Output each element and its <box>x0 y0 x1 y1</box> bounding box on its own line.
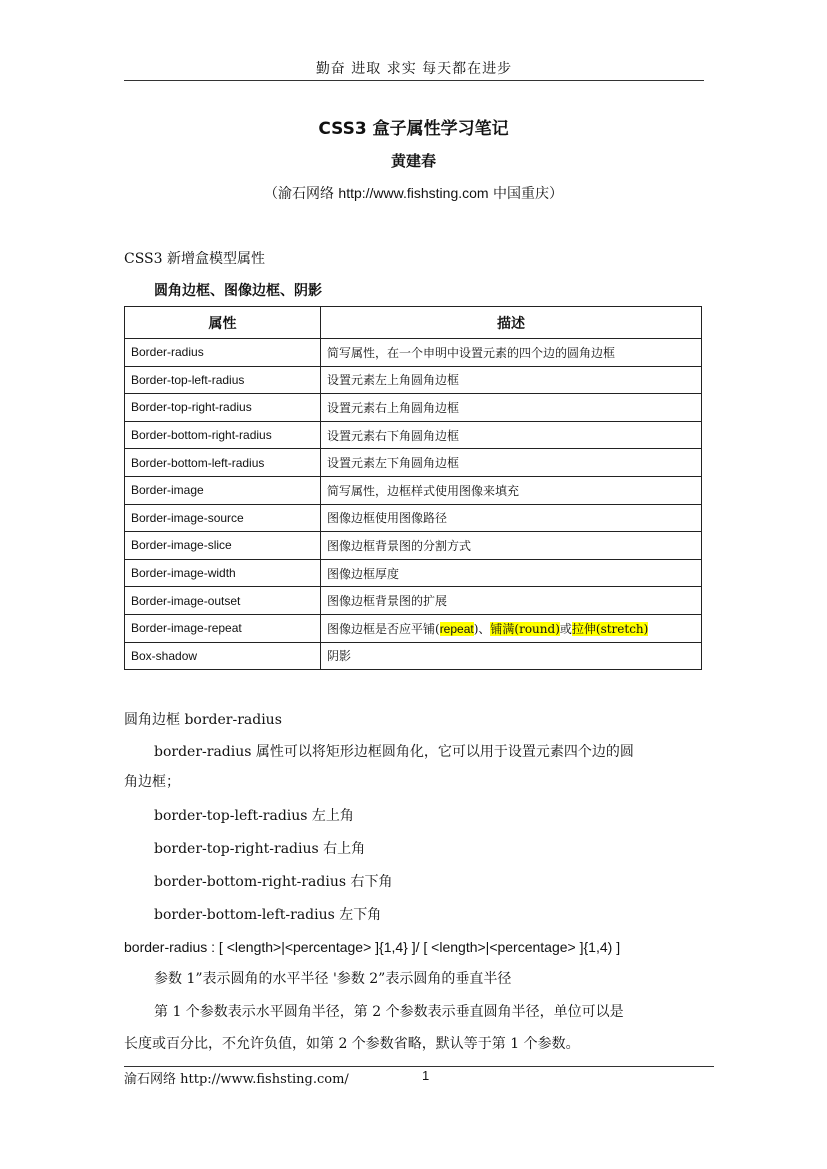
page-header-motto: 勤奋 进取 求实 每天都在进步 <box>315 61 513 77</box>
cell-property: Border-image-width <box>125 559 321 587</box>
table-row <box>125 504 702 532</box>
author-name: 黄建春 <box>390 152 436 170</box>
cell-property: Border-image <box>125 476 321 504</box>
corner-bottom-right: border-bottom-right-radius 右下角 <box>154 874 393 890</box>
affiliation-close: 中国重庆） <box>488 186 564 202</box>
cell-description: 设置元素左下角圆角边框 <box>321 449 702 477</box>
desc-text: )、 <box>473 621 491 636</box>
cell-property: Box-shadow <box>125 642 321 670</box>
highlight-repeat: repeat <box>439 621 474 636</box>
table-row <box>125 394 702 422</box>
intro-line-1: border-radius 属性可以将矩形边框圆角化，它可以用于设置元素四个边的圆 <box>154 744 634 760</box>
cell-description: 简写属性，在一个申明中设置元素的四个边的圆角边框 <box>321 339 702 367</box>
table-header-row <box>125 307 702 339</box>
header-divider <box>124 80 704 81</box>
highlight-stretch: 拉伸(stretch) <box>571 621 649 636</box>
highlight-round: 铺满(round) <box>490 621 560 636</box>
corner-top-left: border-top-left-radius 左上角 <box>154 808 354 824</box>
params-line: 参数 1”表示圆角的水平半径 '参数 2”表示圆角的垂直半径 <box>154 971 512 987</box>
body-heading: 圆角边框 border-radius <box>124 712 282 728</box>
cell-property: Border-image-slice <box>125 532 321 560</box>
cell-description: 图像边框背景图的分割方式 <box>321 532 702 560</box>
footer-divider <box>124 1066 714 1067</box>
desc-line-1: 第 1 个参数表示水平圆角半径，第 2 个参数表示垂直圆角半径，单位可以是 <box>154 1004 624 1020</box>
cell-property: Border-top-right-radius <box>125 394 321 422</box>
table-row <box>125 559 702 587</box>
cell-description: 图像边框厚度 <box>321 559 702 587</box>
table-row <box>125 476 702 504</box>
cell-description: 设置元素左上角圆角边框 <box>321 366 702 394</box>
table-row <box>125 614 702 642</box>
cell-property: Border-bottom-left-radius <box>125 449 321 477</box>
cell-description: 设置元素右上角圆角边框 <box>321 394 702 422</box>
table-row <box>125 339 702 367</box>
affiliation <box>0 183 827 203</box>
table-row <box>125 587 702 615</box>
cell-description: 设置元素右下角圆角边框 <box>321 421 702 449</box>
cell-property: Border-image-repeat <box>125 614 321 642</box>
cell-description: 图像边框背景图的扩展 <box>321 587 702 615</box>
table-row <box>125 532 702 560</box>
cell-description: 简写属性，边框样式使用图像来填充 <box>321 476 702 504</box>
desc-text: 或 <box>559 621 572 636</box>
syntax-line: border-radius : [ <length>|<percentage> ]{1,4} ]/ [ <length>|<percentage> ]{1,4) ] <box>124 939 621 955</box>
header-property: 属性 <box>125 307 321 339</box>
table-row <box>125 642 702 670</box>
header-description: 描述 <box>321 307 702 339</box>
cell-description: 图像边框使用图像路径 <box>321 504 702 532</box>
document-title: CSS3 盒子属性学习笔记 <box>318 119 509 139</box>
table-title: 圆角边框、图像边框、阴影 <box>154 283 322 299</box>
table-row <box>125 366 702 394</box>
cell-property: Border-image-outset <box>125 587 321 615</box>
affiliation-open: （渝石网络 <box>263 186 339 202</box>
corner-bottom-left: border-bottom-left-radius 左下角 <box>154 907 382 923</box>
cell-property: Border-radius <box>125 339 321 367</box>
table-row <box>125 449 702 477</box>
cell-description <box>321 614 702 642</box>
corner-top-right: border-top-right-radius 右上角 <box>154 841 366 857</box>
properties-table <box>124 306 702 670</box>
affiliation-url: http://www.fishsting.com <box>338 185 489 201</box>
cell-property: Border-bottom-right-radius <box>125 421 321 449</box>
desc-text: 图像边框是否应平铺( <box>327 621 440 636</box>
cell-property: Border-image-source <box>125 504 321 532</box>
cell-description: 阴影 <box>321 642 702 670</box>
intro-line-2: 角边框； <box>124 774 180 790</box>
page-number: 1 <box>422 1068 430 1083</box>
cell-property: Border-top-left-radius <box>125 366 321 394</box>
desc-line-2: 长度或百分比，不允许负值，如第 2 个参数省略，默认等于第 1 个参数。 <box>124 1036 580 1052</box>
section-title: CSS3 新增盒模型属性 <box>124 251 266 267</box>
table-row <box>125 421 702 449</box>
footer-site: 渝石网络 http://www.fishsting.com/ <box>124 1072 349 1087</box>
